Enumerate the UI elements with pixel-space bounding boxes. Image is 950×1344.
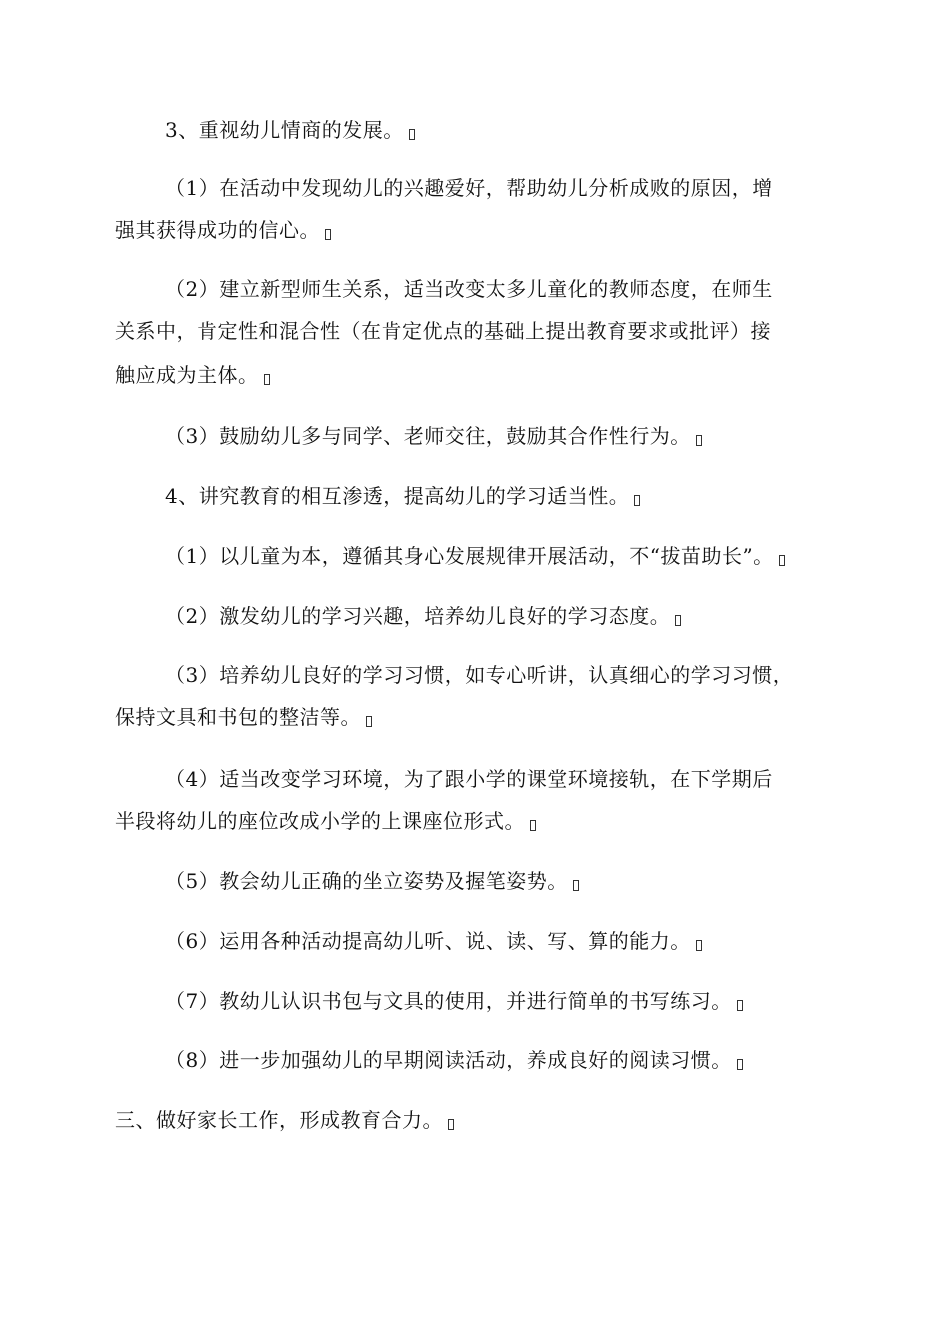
paragraph-line	[115, 704, 372, 730]
paragraph-line	[165, 988, 743, 1014]
paragraph-mark-icon	[448, 1119, 454, 1130]
line-text: （2）激发幼儿的学习兴趣，培养幼儿良好的学习态度。	[165, 604, 671, 628]
line-text: 关系中，肯定性和混合性（在肯定优点的基础上提出教育要求或批评）接	[115, 319, 771, 343]
line-text: 半段将幼儿的座位改成小学的上课座位形式。	[115, 809, 525, 833]
line-text: （8）进一步加强幼儿的早期阅读活动，养成良好的阅读习惯。	[165, 1048, 732, 1072]
paragraph-line	[165, 868, 579, 894]
paragraph-mark-icon	[530, 820, 536, 831]
paragraph-line	[115, 362, 270, 388]
paragraph-line	[115, 217, 331, 243]
line-text: （4）适当改变学习环境，为了跟小学的课堂环境接轨，在下学期后	[165, 767, 773, 791]
paragraph-line	[165, 662, 793, 688]
paragraph-mark-icon	[366, 716, 372, 727]
paragraph-line	[165, 603, 681, 629]
line-text: （1）在活动中发现幼儿的兴趣爱好，帮助幼儿分析成败的原因，增	[165, 176, 773, 200]
paragraph-line	[115, 808, 536, 834]
line-text: 强其获得成功的信心。	[115, 218, 320, 242]
paragraph-mark-icon	[696, 435, 702, 446]
paragraph-mark-icon	[675, 615, 681, 626]
paragraph-line	[165, 117, 415, 143]
line-text: （7）教幼儿认识书包与文具的使用，并进行简单的书写练习。	[165, 989, 732, 1013]
paragraph-mark-icon	[737, 1000, 743, 1011]
paragraph-mark-icon	[634, 495, 640, 506]
paragraph-mark-icon	[264, 374, 270, 385]
line-text: 3、重视幼儿情商的发展。	[165, 118, 404, 142]
paragraph-mark-icon	[737, 1059, 743, 1070]
line-text: 触应成为主体。	[115, 363, 259, 387]
paragraph-mark-icon	[409, 129, 415, 140]
paragraph-mark-icon	[779, 555, 785, 566]
line-text: （2）建立新型师生关系，适当改变太多儿童化的教师态度，在师生	[165, 277, 773, 301]
paragraph-mark-icon	[325, 229, 331, 240]
line-text: （3）培养幼儿良好的学习习惯，如专心听讲，认真细心的学习习惯，	[165, 663, 794, 687]
section-heading	[115, 1107, 454, 1133]
paragraph-line	[165, 276, 773, 302]
paragraph-line	[165, 928, 702, 954]
line-text: （5）教会幼儿正确的坐立姿势及握笔姿势。	[165, 869, 568, 893]
paragraph-line	[165, 483, 640, 509]
line-text: （3）鼓励幼儿多与同学、老师交往，鼓励其合作性行为。	[165, 424, 691, 448]
paragraph-line	[165, 766, 773, 792]
paragraph-line	[165, 423, 702, 449]
line-text: （6）运用各种活动提高幼儿听、说、读、写、算的能力。	[165, 929, 691, 953]
paragraph-mark-icon	[573, 880, 579, 891]
paragraph-line	[165, 1047, 743, 1073]
line-text: 4、讲究教育的相互渗透，提高幼儿的学习适当性。	[165, 484, 630, 508]
paragraph-line	[165, 175, 773, 201]
line-text: 三、做好家长工作，形成教育合力。	[115, 1108, 443, 1132]
line-text: （1）以儿童为本，遵循其身心发展规律开展活动，不“拔苗助长”。	[165, 544, 774, 568]
paragraph-mark-icon	[696, 940, 702, 951]
paragraph-line	[165, 543, 785, 569]
line-text: 保持文具和书包的整洁等。	[115, 705, 361, 729]
paragraph-line	[115, 318, 771, 344]
